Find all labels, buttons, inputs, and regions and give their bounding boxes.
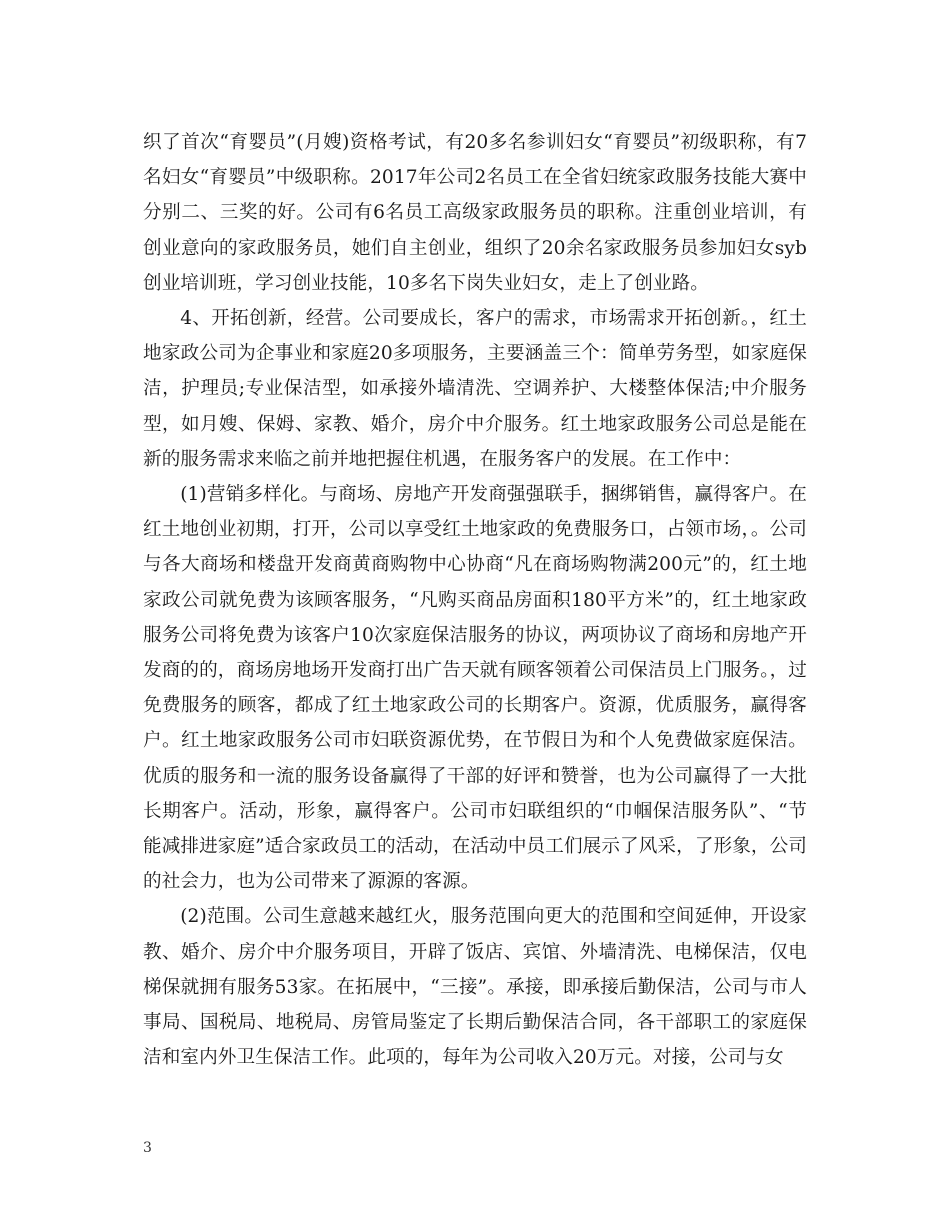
paragraph-3: (1)营销多样化。与商场、房地产开发商强强联手，捆绑销售，赢得客户。在红土地创业初期，打开，公司以享受红土地家政的免费服务口，占领市场，。公司与各大商场和楼盘开发商黄商购物中心协商“凡在商场购物满200元”的，红土地家政公司就免费为该顾客服务，“凡购买商品房面积180平方米”的，红土地家政服务公司将免费为该客户10次家庭保洁服务的协议，两项协议了商场和房地产开发商的的，商场房地场开发商打出广告天就有顾客领着公司保洁员上门服务。，过免费服务的顾客，都成了红土地家政公司的长期客户。资源，优质服务，赢得客户。红土地家政服务公司市妇联资源优势，在节假日为和个人免费做家庭保洁。优质的服务和一流的服务设备赢得了干部的好评和赞誉，也为公司赢得了一大批长期客户。活动，形象，赢得客户。公司市妇联组织的“巾帼保洁服务队”、“节能减排进家庭”适合家政员工的活动，在活动中员工们展示了风采，了形象，公司的社会力，也为公司带来了源源的客源。 — [143, 484, 807, 893]
paragraph-1: 织了首次“育婴员”(月嫂)资格考试，有20多名参训妇女“育婴员”初级职称，有7名妇女“育婴员”中级职称。2017年公司2名员工在全省妇统家政服务技能大赛中分别二、三奖的好。公司有6名员工高级家政服务员的职称。注重创业培训，有创业意向的家政服务员，她们自主创业，组织了20余名家政服务员参加妇女syb创业培训班，学习创业技能，10多名下岗失业妇女，走上了创业路。 — [143, 132, 807, 294]
paragraph-2: 4、开拓创新，经营。公司要成长，客户的需求，市场需求开拓创新。，红土地家政公司为企事业和家庭20多项服务，主要涵盖三个：简单劳务型，如家庭保洁，护理员;专业保洁型，如承接外墙清洗、空调养护、大楼整体保洁;中介服务型，如月嫂、保姆、家教、婚介，房介中介服务。红土地家政服务公司总是能在新的服务需求来临之前并地把握住机遇，在服务客户的发展。在工作中： — [143, 308, 807, 470]
document-body — [143, 125, 807, 1075]
paragraph-4: (2)范围。公司生意越来越红火，服务范围向更大的范围和空间延伸，开设家教、婚介、房介中介服务项目，开辟了饭店、宾馆、外墙清洗、电梯保洁，仅电梯保就拥有服务53家。在拓展中，“三接”。承接，即承接后勤保洁，公司与市人事局、国税局、地税局、房管局鉴定了长期后勤保洁合同，各干部职工的家庭保洁和室内外卫生保洁工作。此项的，每年为公司收入20万元。对接，公司与女 — [143, 906, 807, 1069]
page-number: 3 — [143, 1140, 152, 1156]
